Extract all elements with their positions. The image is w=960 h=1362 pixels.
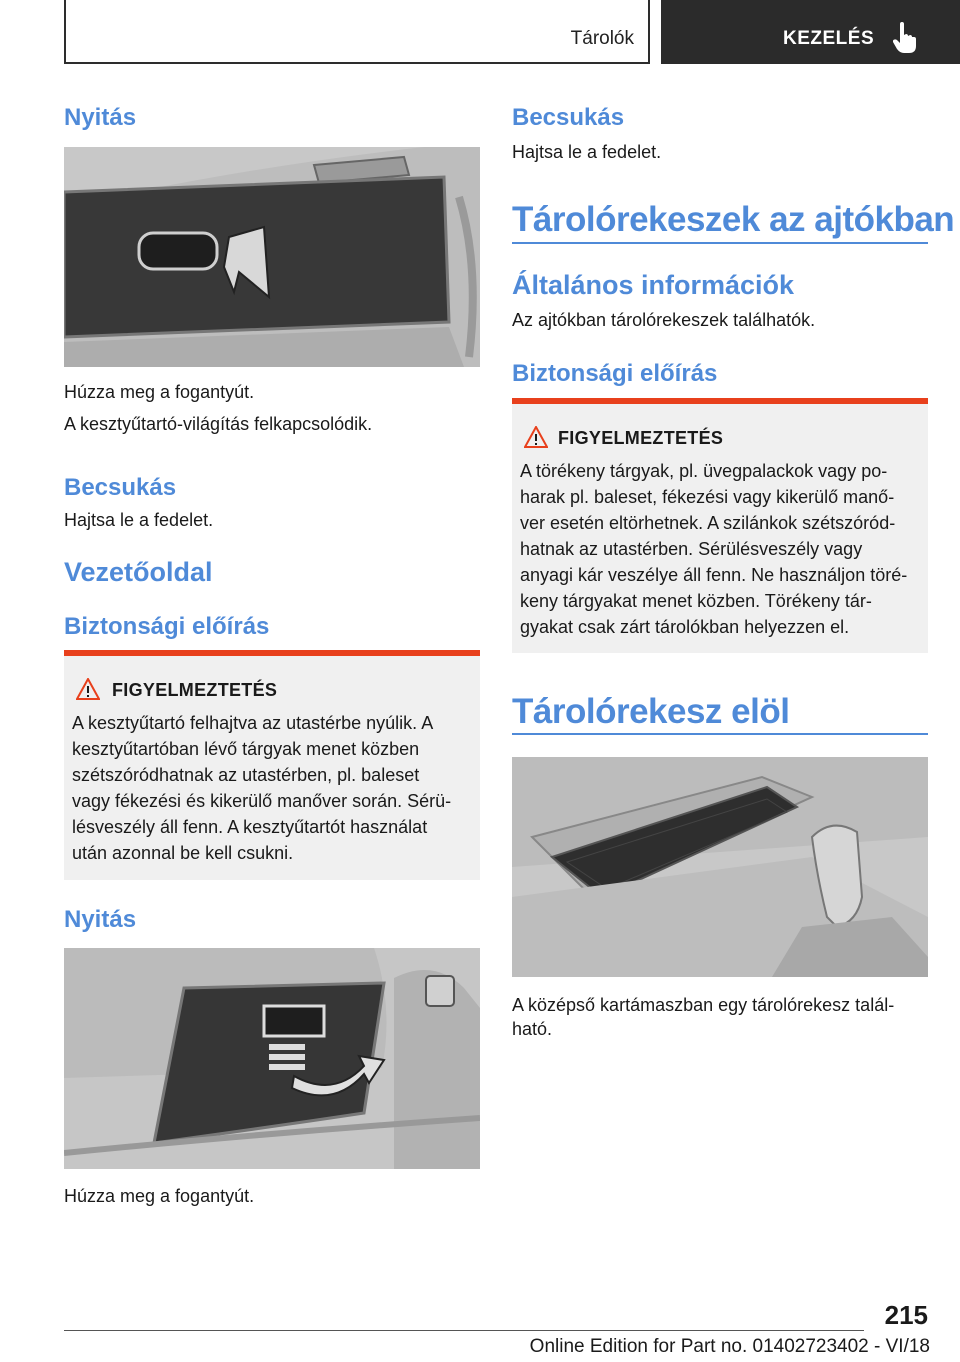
caption-pull-handle-1: Húzza meg a fogantyút. [64,382,255,402]
warning-triangle-icon [76,678,100,700]
heading-general-info: Általános információk [512,270,795,300]
header-chapter-title: KEZELÉS [783,28,875,49]
caption-line: ható. [512,1019,553,1039]
header-section-box [64,0,650,64]
heading-safety-left: Biztonsági előírás [64,613,270,640]
text-light-on: A kesztyűtartó-világítás felkapcsolódik. [64,414,373,434]
warning-line: után azonnal be kell csukni. [72,843,294,863]
warning-line: ver esetén eltörhetnek. A szilánkok szétszóród- [520,513,896,533]
warning-line: keny tárgyakat menet közben. Törékeny tár- [520,591,872,611]
warning-body [72,710,451,866]
warning-line: anyagi kár veszélye áll fenn. Ne használjon töré- [520,565,908,585]
illustration-glovebox-open [64,147,480,367]
heading-underline [512,242,928,244]
warning-line: gyakat csak zárt tárolókban helyezzen el. [520,617,850,637]
illustration-driver-compartment [64,948,480,1169]
warning-line: szétszóródhatnak az utastérben, pl. baleset [72,765,420,785]
caption-front-compartment [512,993,894,1041]
warning-line: A törékeny tárgyak, pl. üvegpalackok vagy po- [520,461,888,481]
heading-door-compartments: Tárolórekeszek az ajtókban [512,200,955,239]
page-number: 215 [884,1300,928,1330]
footer-edition: Online Edition for Part no. 01402723402 - VI/18 [529,1336,930,1357]
text-closing-right: Hajtsa le a fedelet. [512,142,662,162]
warning-box-left [64,650,480,880]
text-general-info: Az ajtókban tárolórekeszek találhatók. [512,310,816,330]
caption-pull-handle-2: Húzza meg a fogantyút. [64,1186,255,1206]
warning-line: lésveszély áll fenn. A kesztyűtartót használat [72,817,428,837]
warning-line: harak pl. baleset, fékezési vagy kikerülő manő- [520,487,895,507]
heading-opening-2: Nyitás [64,906,137,933]
warning-title: FIGYELMEZTETÉS [558,428,724,448]
heading-driver-side: Vezetőoldal [64,557,213,587]
footer-rule [64,1330,864,1331]
warning-title: FIGYELMEZTETÉS [112,680,278,700]
text-closing-left: Hajtsa le a fedelet. [64,510,214,530]
heading-front-compartment: Tárolórekesz elöl [512,692,790,731]
warning-bar [512,398,928,404]
header-chapter-tab [661,0,960,64]
heading-underline [512,733,928,735]
warning-body [520,458,907,640]
illustration-center-armrest [512,757,928,977]
heading-opening-1: Nyitás [64,104,137,131]
heading-safety-right: Biztonsági előírás [512,360,718,387]
header-section-title: Tárolók [570,28,634,49]
warning-line: kesztyűtartóban lévő tárgyak menet közben [72,739,420,759]
hand-pointer-icon [893,22,917,54]
warning-box-right [512,398,928,653]
heading-closing-right: Becsukás [512,104,625,131]
warning-line: A kesztyűtartó felhajtva az utastérbe nyúlik. A [72,713,434,733]
caption-line: A középső kartámaszban egy tárolórekesz talál- [512,995,895,1015]
heading-closing-left: Becsukás [64,474,177,501]
warning-line: vagy fékezési és kikerülő manőver során. Sérü- [72,791,452,811]
warning-triangle-icon [524,426,548,448]
warning-line: hatnak az utastérben. Sérülésveszély vagy [520,539,863,559]
warning-bar [64,650,480,656]
